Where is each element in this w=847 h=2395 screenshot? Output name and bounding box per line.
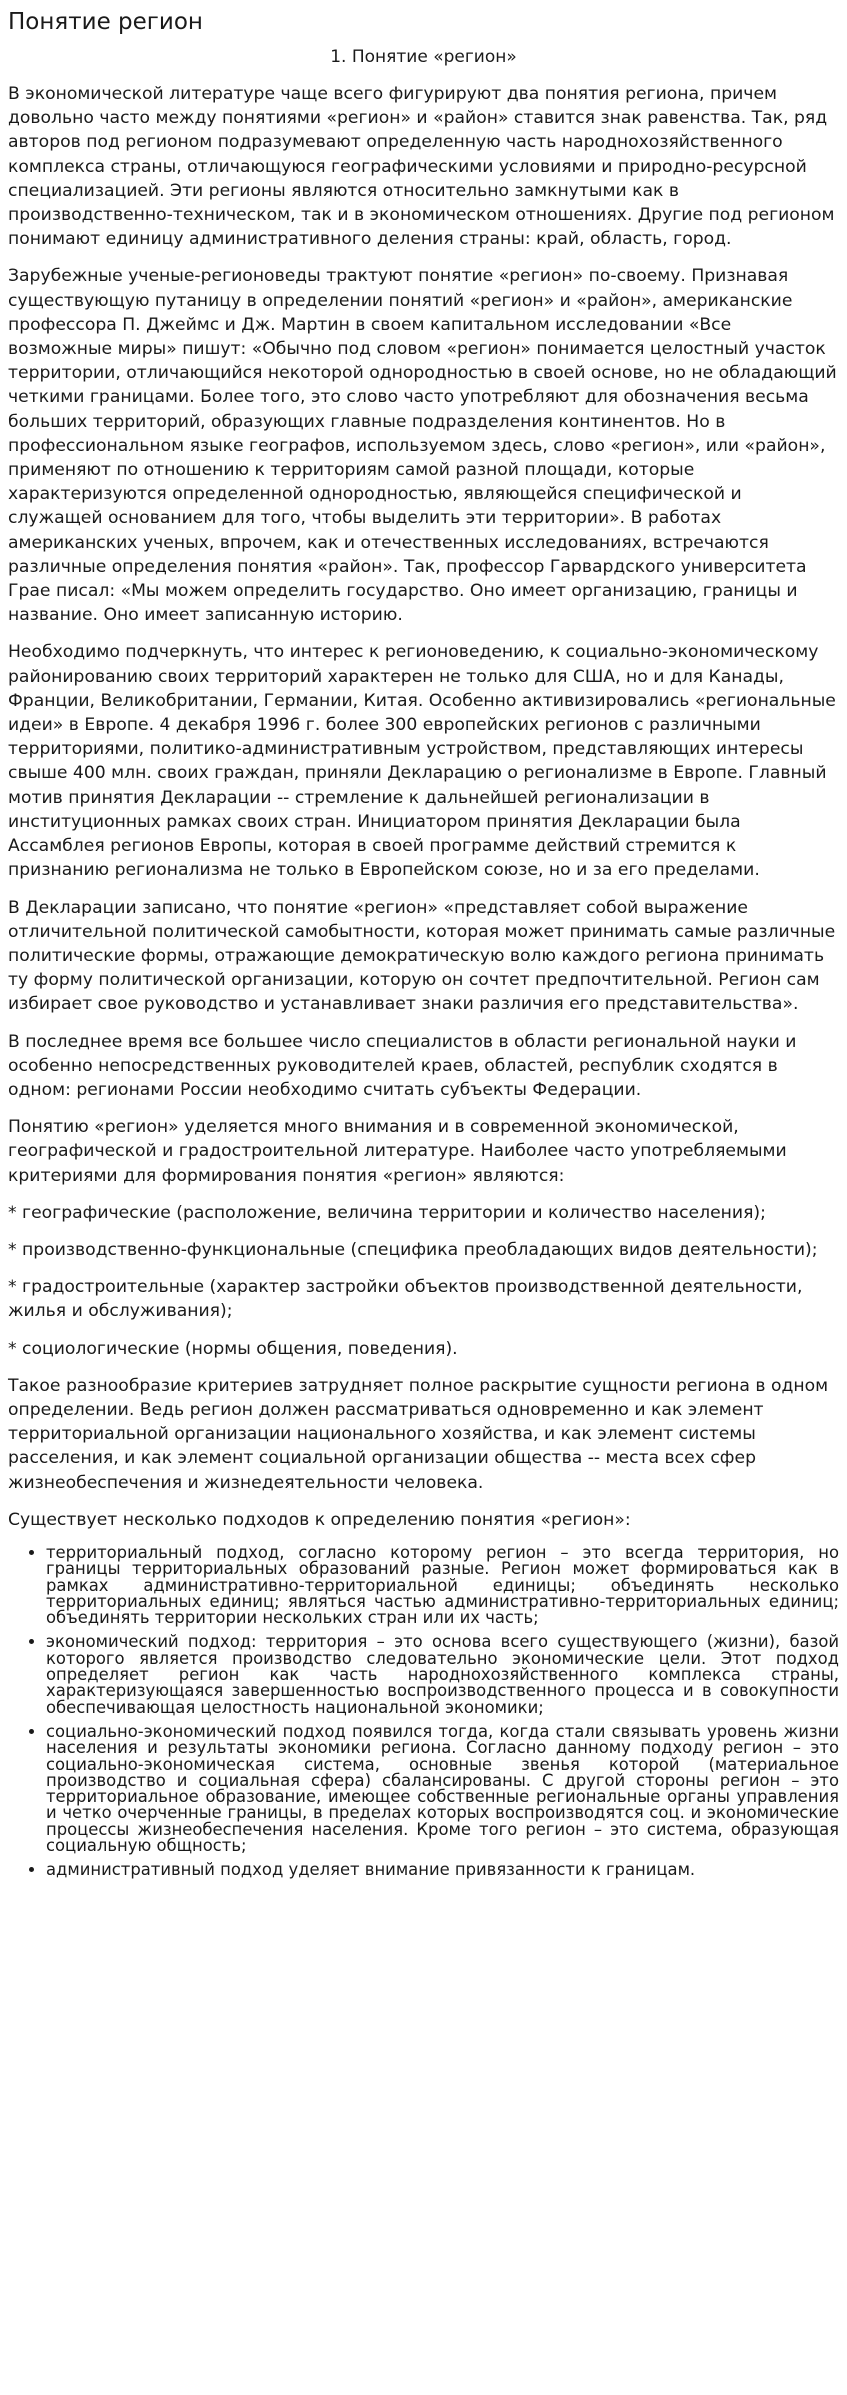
paragraph: Существует несколько подходов к определению понятия «регион»: xyxy=(8,1509,631,1530)
page-title: Понятие регион xyxy=(8,9,203,35)
list-item: • административный подход уделяет внимание привязанности к границам. xyxy=(46,1862,839,1878)
list-item: • экономический подход: территория – это основа всего существующего (жизни), базой которого является производство следовательно экономические цели. Этот подход определяет регион как часть народнохозяйственного комплекса страны, характеризующаяся завершенностью воспроизводственного процесса и в совокупности обеспечивающая целостность национальной экономики; xyxy=(46,1634,839,1715)
section-subtitle: 1. Понятие «регион» xyxy=(330,47,517,67)
criterion-item: * производственно-функциональные (специфика преобладающих видов деятельности); xyxy=(8,1239,818,1260)
list-item: • территориальный подход, согласно которому регион – это всегда территория, но границы территориальных образований разные. Регион может формироваться как в рамках административно-территориальной единицы; объединять несколько территориальных единиц; являться частью административно-территориальных единиц; объединять территории нескольких стран или их часть; xyxy=(46,1545,839,1626)
paragraph: В последнее время все большее число специалистов в области региональной науки и особенно непосредственных руководителей краев, областей, республик сходятся в одном: регионами России необходимо считать субъекты Федерации. xyxy=(8,1031,797,1100)
paragraph: Зарубежные ученые-регионоведы трактуют понятие «регион» по-своему. Признавая существующую путаницу в определении понятий «регион» и «район», американские профессора П. Джеймс и Дж. Мартин в своем капитальном исследовании «Все возможные миры» пишут: «Обычно под словом «регион» понимается целостный участок территории, отличающийся некоторой однородностью в своей основе, но не обладающий четкими границами. Более того, это слово часто употребляют для обозначения весьма больших территорий, образующих главные подразделения континентов. Но в профессиональном языке географов, используемом здесь, слово «регион», или «район», применяют по отношению к территориям самой разной площади, которые характеризуются определенной однородностью, являющейся специфической и служащей основанием для того, чтобы выделить эти территории». В работах американских ученых, впрочем, как и отечественных исследованиях, встречаются различные определения понятия «район». Так, профессор Гарвардского университета Грае писал: «Мы можем определить государство. Оно имеет организацию, границы и название. Оно имеет записанную историю. xyxy=(8,266,837,626)
criterion-item: * географические (расположение, величина территории и количество населения); xyxy=(8,1202,766,1223)
criterion-item: * градостроительные (характер застройки объектов производственной деятельности, жилья и обслуживания); xyxy=(8,1277,803,1322)
list-item: • социально-экономический подход появился тогда, когда стали связывать уровень жизни населения и результаты экономики региона. Согласно данному подходу регион – это социально-экономическая система, основные звенья которой (материальное производство и социальная сфера) сбалансированы. С другой стороны регион – это территориальное образование, имеющее собственные региональные органы управления и четко очерченные границы, в пределах которых воспроизводятся соц. и экономические процессы жизнеобеспечения населения. Кроме того регион – это система, образующая социальную общность; xyxy=(46,1724,839,1854)
paragraph: Необходимо подчеркнуть, что интерес к регионоведению, к социально-экономическому районированию своих территорий характерен не только для США, но и для Канады, Франции, Великобритании, Германии, Китая. Особенно активизировались «региональные идеи» в Европе. 4 декабря 1996 г. более 300 европейских регионов с различными территориями, политико-административным устройством, представляющих интересы свыше 400 млн. своих граждан, приняли Декларацию о регионализме в Европе. Главный мотив принятия Декларации -- стремление к дальнейшей регионализации в институционных рамках своих стран. Инициатором принятия Декларации была Ассамблея регионов Европы, которая в своей программе действий стремится к признанию регионализма не только в Европейском союзе, но и за его пределами. xyxy=(8,642,836,881)
paragraph: Такое разнообразие критериев затрудняет полное раскрытие сущности региона в одном определении. Ведь регион должен рассматриваться одновременно и как элемент территориальной организации национального хозяйства, и как элемент системы расселения, и как элемент социальной организации общества -- места всех сфер жизнеобеспечения и жизнедеятельности человека. xyxy=(8,1375,829,1493)
paragraph: В экономической литературе чаще всего фигурируют два понятия региона, причем довольно часто между понятиями «регион» и «район» ставится знак равенства. Так, ряд авторов под регионом подразумевают определенную часть народнохозяйственного комплекса страны, отличающуюся географическими условиями и природно-ресурсной специализацией. Эти регионы являются относительно замкнутыми как в производственно-техническом, так и в экономическом отношениях. Другие под регионом понимают единицу административного деления страны: край, область, город. xyxy=(8,84,835,250)
criterion-item: * социологические (нормы общения, поведения). xyxy=(8,1338,458,1359)
approaches-list xyxy=(8,1542,839,1880)
paragraph: Понятию «регион» уделяется много внимания и в современной экономической, географической и градостроительной литературе. Наиболее часто употребляемыми критериями для формирования понятия «регион» являются: xyxy=(8,1117,787,1186)
paragraph: В Декларации записано, что понятие «регион» «представляет собой выражение отличительной политической самобытности, которая может принимать самые различные политические формы, отражающие демократическую волю каждого региона принимать ту форму политической организации, которую он сочтет предпочтительной. Регион сам избирает свое руководство и устанавливает знаки различия его представительства». xyxy=(8,897,836,1015)
